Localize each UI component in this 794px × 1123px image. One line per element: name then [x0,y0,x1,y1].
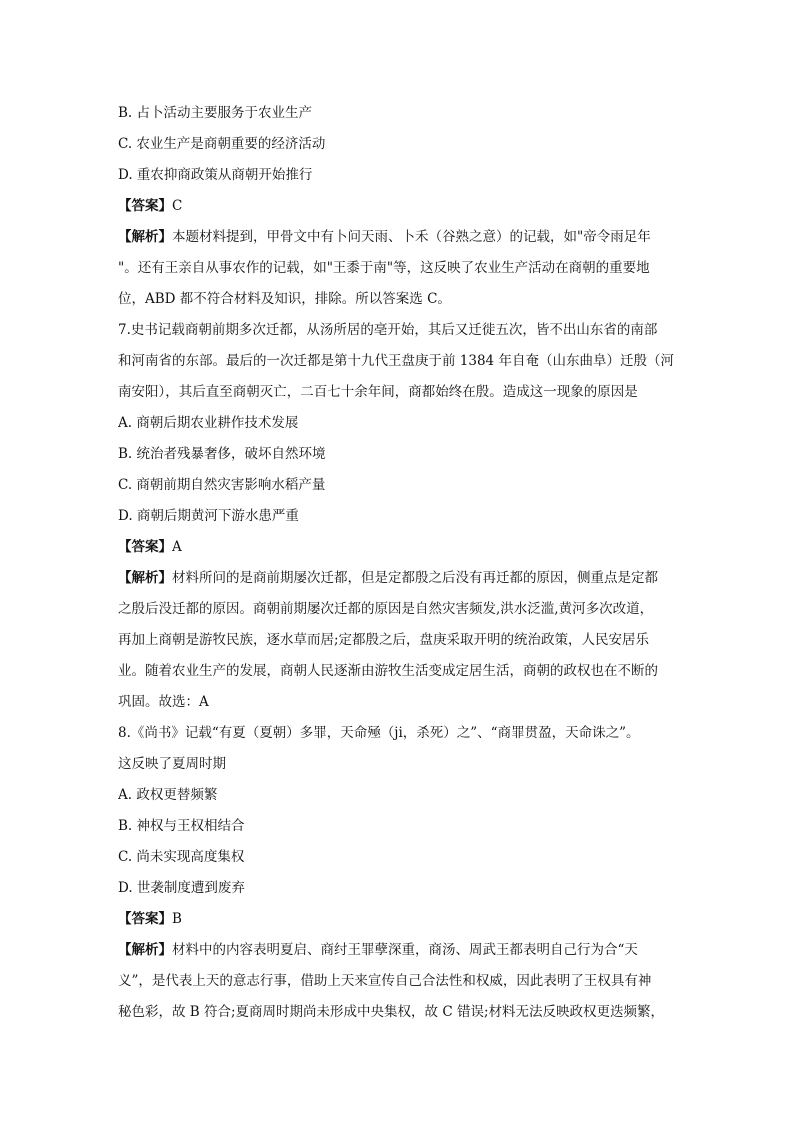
q7-stem-line: 南安阳），其后直至商朝灭亡，二百七十余年间，商都始终在殷。造成这一现象的原因是 [118,384,638,400]
q6-answer [118,191,678,222]
q8-analysis-line [118,935,678,966]
q7-option-a: A. 商朝后期农业耕作技术发展 [118,415,299,431]
q6-analysis-line: 位，ABD 都不符合材料及知识，排除。所以答案选 C。 [118,291,451,307]
q7-analysis-line: 业。随着农业生产的发展，商朝人民逐渐由游牧生活变成定居生活，商朝的政权也在不断的 [118,663,658,679]
answer-value: B [172,911,182,927]
analysis-label: 【解析】 [118,229,172,245]
q8-option-d: D. 世袭制度遭到废弃 [118,880,245,896]
document-page [118,98,678,1028]
q7-analysis-line: 巩固。故选：A [118,694,209,710]
q6-option-c: C. 农业生产是商朝重要的经济活动 [118,136,326,152]
answer-label: 【答案】 [118,911,172,927]
q7-analysis-line: 再加上商朝是游牧民族，逐水草而居;定都殷之后，盘庚采取开明的统治政策，人民安居乐 [118,632,650,648]
answer-value: C [172,198,183,214]
q8-analysis-line: 秘色彩，故 B 符合;夏商周时期尚未形成中央集权，故 C 错误;材料无法反映政权更迭频繁， [118,1004,665,1020]
q7-option-b: B. 统治者残暴奢侈，破坏自然环境 [118,446,326,462]
analysis-label: 【解析】 [118,570,172,586]
answer-value: A [172,539,182,555]
q8-analysis-line: 义”，是代表上天的意志行事，借助上天来宣传自己合法性和权威，因此表明了王权具有神 [118,973,652,989]
q8-answer [118,904,678,935]
q7-option-c: C. 商朝前期自然灾害影响水稻产量 [118,477,326,493]
analysis-text: 本题材料提到，甲骨文中有卜问天雨、卜禾（谷熟之意）的记载，如"帝令雨足年 [172,229,651,245]
q6-analysis-line: "。还有王亲自从事农作的记载，如"王黍于南"等，这反映了农业生产活动在商朝的重要地 [118,260,650,276]
q6-option-b: B. 占卜活动主要服务于农业生产 [118,105,313,121]
q7-analysis-line: 之殷后没迁都的原因。商朝前期屡次迁都的原因是自然灾害频发,洪水泛滥,黄河多次改道， [118,601,654,617]
analysis-label: 【解析】 [118,942,172,958]
q7-option-d: D. 商朝后期黄河下游水患严重 [118,508,299,524]
q6-option-d: D. 重农抑商政策从商朝开始推行 [118,167,313,183]
q7-stem-line: 和河南省的东部。最后的一次迁都是第十九代王盘庚于前 1384 年自奄（山东曲阜）迁殷（河 [118,353,674,369]
q8-option-c: C. 尚未实现高度集权 [118,849,245,865]
answer-label: 【答案】 [118,198,172,214]
analysis-text: 材料所问的是商前期屡次迁都，但是定都殷之后没有再迁都的原因，侧重点是定都 [172,570,658,586]
q8-option-b: B. 神权与王权相结合 [118,818,245,834]
answer-label: 【答案】 [118,539,172,555]
q7-answer [118,532,678,563]
q8-stem-line: 8.《尚书》记载“有夏（夏朝）多罪，天命殛（ji，杀死）之”、“商罪贯盈，天命诛之”。 [118,725,640,741]
q7-stem-line: 7.史书记载商朝前期多次迁都，从汤所居的亳开始，其后又迁徙五次，皆不出山东省的南部 [118,322,658,338]
q8-stem-line: 这反映了夏周时期 [118,756,226,772]
q7-analysis-line [118,563,678,594]
analysis-text: 材料中的内容表明夏启、商纣王罪孽深重，商汤、周武王都表明自己行为合“天 [172,942,638,958]
q6-analysis-line [118,222,678,253]
q8-option-a: A. 政权更替频繁 [118,787,218,803]
